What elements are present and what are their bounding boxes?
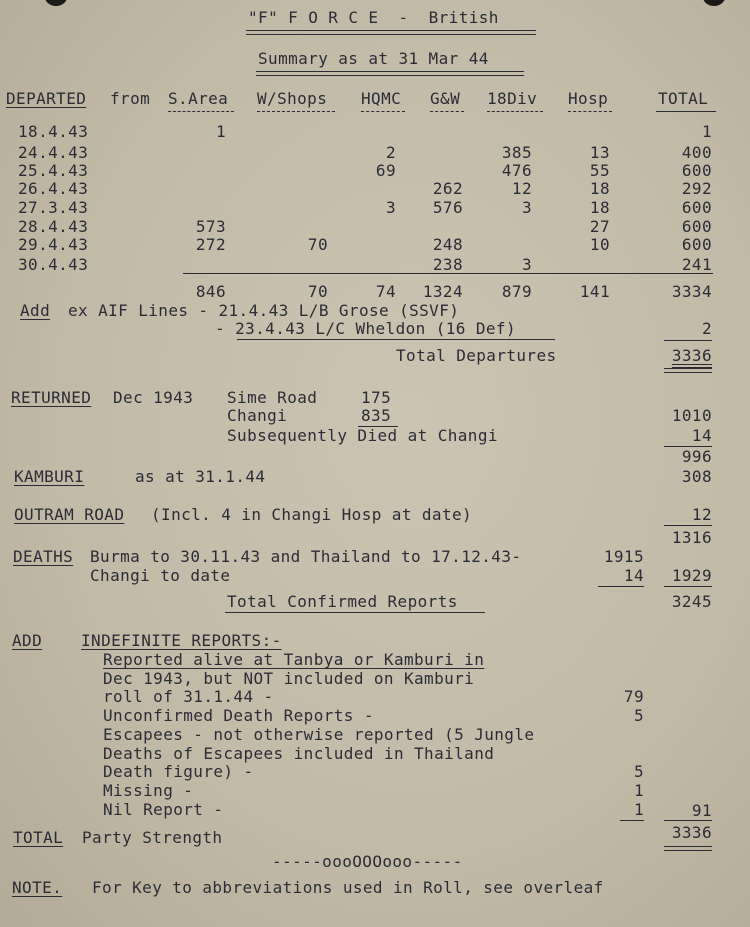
confirmed-label: Total Confirmed Reports (227, 592, 458, 611)
kamburi-heading: KAMBURI (14, 467, 85, 486)
header-underline (361, 111, 405, 112)
aif-line-1: ex AIF Lines - 21.4.43 L/B Grose (SSVF) (68, 301, 460, 320)
row-cell-hosp: 55 (589, 161, 610, 180)
header-w-shops: W/Shops (257, 89, 328, 108)
table-row (0, 123, 750, 141)
punch-hole (703, 0, 725, 6)
header-underline (656, 111, 716, 112)
row-date: 25.4.43 (18, 161, 89, 180)
outram-running-total: 1316 (671, 528, 712, 547)
total-departures-label: Total Departures (396, 346, 557, 365)
row-cell-hqmc: 3 (385, 198, 396, 217)
row-cell-hosp: 13 (589, 143, 610, 162)
table-row (0, 144, 750, 162)
confirmed-underline (225, 612, 485, 613)
nil-report-underline (620, 820, 644, 821)
total-party-value: 3336 (671, 823, 712, 842)
row-cell-total: 600 (681, 235, 712, 254)
total-departures-value: 3336 (671, 346, 712, 365)
died-value: 14 (691, 426, 712, 445)
title-double-underline (246, 30, 536, 35)
row-cell-total: 600 (681, 161, 712, 180)
row-cell-total: 600 (681, 217, 712, 236)
indefinite-item-line: Dec 1943, but NOT included on Kamburi (103, 669, 475, 688)
deaths-line-1-value: 1915 (603, 547, 644, 566)
document-title: "F" F O R C E - British (248, 8, 499, 27)
row-cell-div18: 476 (501, 161, 532, 180)
header-departed: DEPARTED (6, 89, 87, 108)
summary-date-heading: Summary as at 31 Mar 44 (258, 49, 489, 68)
changi-value: 835 (361, 406, 392, 425)
row-date: 26.4.43 (18, 179, 89, 198)
row-date: 30.4.43 (18, 255, 89, 274)
row-date: 29.4.43 (18, 235, 89, 254)
returned-net: 996 (681, 447, 712, 466)
header-underline (568, 111, 612, 112)
header-underline (430, 111, 464, 112)
punch-hole (45, 0, 67, 6)
total-hosp: 141 (579, 282, 610, 301)
row-cell-gw: 248 (432, 235, 463, 254)
row-cell-div18: 12 (511, 179, 532, 198)
header-underline (168, 111, 234, 112)
row-cell-hosp: 18 (589, 179, 610, 198)
row-date: 18.4.43 (18, 122, 89, 141)
outram-text: (Incl. 4 in Changi Hosp at date) (151, 505, 473, 524)
row-cell-s-area: 1 (215, 122, 226, 141)
row-cell-hqmc: 69 (375, 161, 396, 180)
deaths-line-2-value: 14 (623, 566, 644, 585)
kamburi-value: 308 (681, 467, 712, 486)
deaths-total-underline (664, 586, 712, 587)
note-label: NOTE. (12, 878, 63, 897)
row-cell-div18: 3 (521, 255, 532, 274)
indefinite-item-line: Unconfirmed Death Reports - (103, 706, 374, 725)
header-total: TOTAL (658, 89, 709, 108)
kamburi-text: as at 31.1.44 (135, 467, 266, 486)
total-18div: 879 (501, 282, 532, 301)
row-cell-total: 600 (681, 198, 712, 217)
confirmed-value: 3245 (671, 592, 712, 611)
deaths-total: 1929 (671, 566, 712, 585)
add-label: Add (20, 301, 51, 320)
indefinite-item-value: 5 (633, 762, 644, 781)
indefinite-item-value: 79 (623, 687, 644, 706)
aif-value: 2 (701, 319, 712, 338)
indefinite-subtotal: 91 (691, 801, 712, 820)
total-party-label: TOTAL (13, 828, 64, 847)
row-cell-total: 241 (681, 255, 712, 274)
table-row (0, 256, 750, 274)
aif-line-2: - 23.4.43 L/C Wheldon (16 Def) (215, 319, 516, 338)
table-row (0, 162, 750, 180)
indefinite-item-value: 1 (633, 781, 644, 800)
total-w-shops: 70 (307, 282, 328, 301)
table-rule (183, 273, 713, 274)
died-label: Subsequently Died at Changi (227, 426, 498, 445)
row-cell-hosp: 18 (589, 198, 610, 217)
changi-total: 1010 (671, 406, 712, 425)
deaths-line-1: Burma to 30.11.43 and Thailand to 17.12.43- (90, 547, 522, 566)
indefinite-subtotal-underline (664, 820, 712, 821)
indefinite-item-line: Death figure) - (103, 762, 254, 781)
table-row (0, 218, 750, 236)
row-cell-hqmc: 2 (385, 143, 396, 162)
outram-value: 12 (691, 505, 712, 524)
row-cell-hosp: 10 (589, 235, 610, 254)
header-hosp: Hosp (568, 89, 609, 108)
row-cell-total: 292 (681, 179, 712, 198)
header-from: from (110, 89, 151, 108)
aif-value-underline (664, 340, 712, 341)
row-cell-gw: 576 (432, 198, 463, 217)
indefinite-item-line: Missing - (103, 781, 194, 800)
header-g-and-w: G&W (430, 89, 461, 108)
row-cell-gw: 262 (432, 179, 463, 198)
table-row (0, 180, 750, 198)
outram-heading: OUTRAM ROAD (14, 505, 125, 524)
indefinite-item-line: roll of 31.1.44 - (103, 687, 274, 706)
separator-line: -----oooOOOooo----- (272, 852, 463, 871)
table-row (0, 199, 750, 217)
header-underline (257, 111, 335, 112)
row-cell-div18: 385 (501, 143, 532, 162)
row-cell-w-shops: 70 (307, 235, 328, 254)
total-s-area: 846 (195, 282, 226, 301)
changi-label: Changi (227, 406, 288, 425)
total-party-double-underline (664, 846, 712, 851)
total-g-and-w: 1324 (422, 282, 463, 301)
indefinite-item-line: Deaths of Escapees included in Thailand (103, 744, 495, 763)
total-party-text: Party Strength (82, 828, 223, 847)
sime-road-label: Sime Road (227, 388, 318, 407)
total-grand: 3334 (671, 282, 712, 301)
header-18div: 18Div (487, 89, 538, 108)
indefinite-add-label: ADD (12, 631, 43, 650)
returned-date: Dec 1943 (113, 388, 194, 407)
summary-double-underline (256, 71, 524, 76)
header-underline (487, 111, 543, 112)
row-cell-s-area: 272 (195, 235, 226, 254)
row-date: 24.4.43 (18, 143, 89, 162)
row-cell-gw: 238 (432, 255, 463, 274)
note-text: For Key to abbreviations used in Roll, see overleaf (92, 878, 604, 897)
row-cell-hosp: 27 (589, 217, 610, 236)
indefinite-heading: INDEFINITE REPORTS:- (81, 631, 282, 650)
header-s-area: S.Area (168, 89, 229, 108)
header-hqmc: HQMC (361, 89, 402, 108)
sime-road-value: 175 (361, 388, 392, 407)
aif-underline (237, 339, 555, 340)
row-cell-total: 400 (681, 143, 712, 162)
outram-underline (664, 525, 712, 526)
total-departures-double-underline (664, 368, 712, 373)
indefinite-item-value: 5 (633, 706, 644, 725)
total-hqmc: 74 (375, 282, 396, 301)
row-cell-div18: 3 (521, 198, 532, 217)
indefinite-item-line: Reported alive at Tanbya or Kamburi in (103, 650, 485, 669)
table-row (0, 236, 750, 254)
indefinite-item-value: 1 (633, 800, 644, 819)
row-cell-total: 1 (701, 122, 712, 141)
deaths-line-2: Changi to date (90, 566, 231, 585)
indefinite-item-line: Nil Report - (103, 800, 224, 819)
indefinite-item-line: Escapees - not otherwise reported (5 Jungle (103, 725, 535, 744)
row-date: 27.3.43 (18, 198, 89, 217)
row-cell-s-area: 573 (195, 217, 226, 236)
row-date: 28.4.43 (18, 217, 89, 236)
deaths-heading: DEATHS (13, 547, 74, 566)
returned-heading: RETURNED (11, 388, 92, 407)
deaths-line-2-underline (598, 586, 644, 587)
